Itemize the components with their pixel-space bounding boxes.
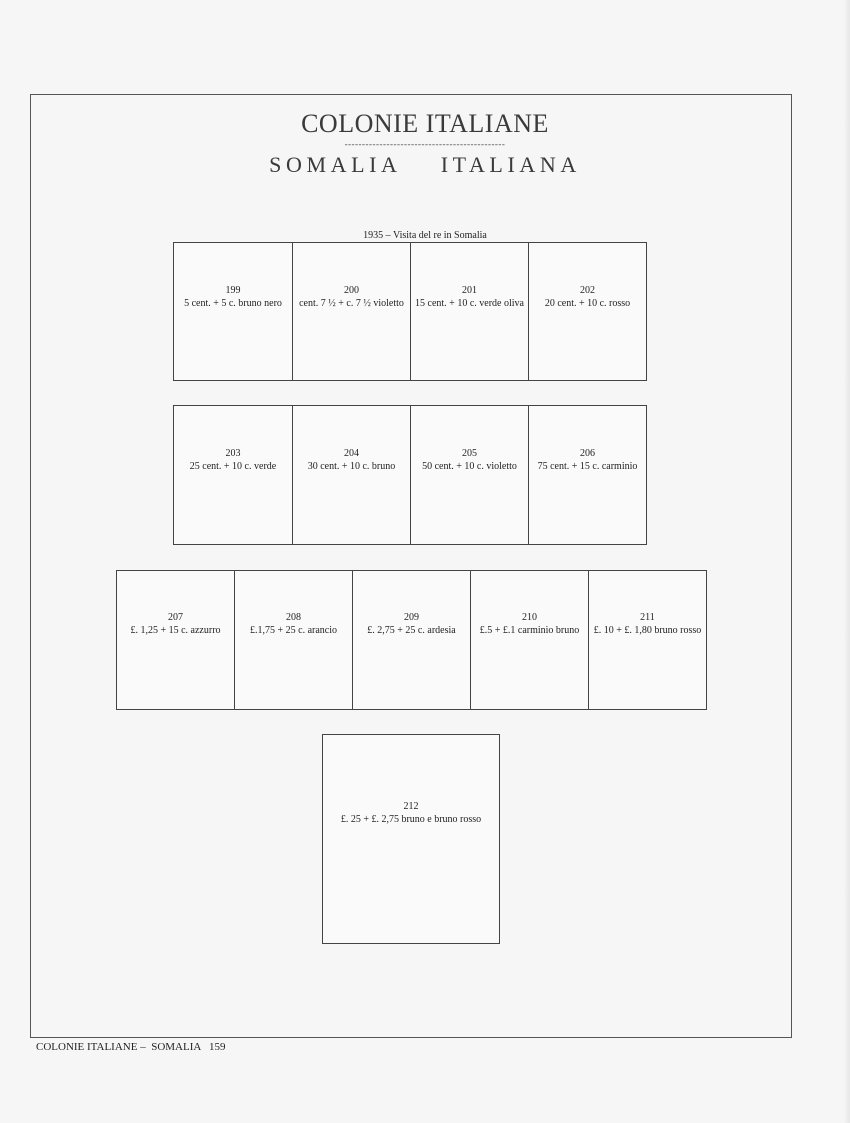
stamp-label (239, 611, 348, 637)
stamp-space (292, 242, 411, 381)
stamp-number: 202 (580, 285, 595, 296)
stamp-space (322, 734, 500, 944)
stamp-label (297, 447, 406, 473)
stamp-label (121, 611, 230, 637)
stamp-label (357, 611, 466, 637)
stamp-space (116, 570, 235, 710)
stamp-label (178, 447, 288, 473)
stamp-description: £. 2,75 + 25 c. ardesia (367, 625, 456, 636)
stamp-row-2 (173, 405, 647, 545)
stamp-number: 208 (286, 612, 301, 623)
stamp-space (410, 242, 529, 381)
stamp-space (470, 570, 589, 710)
stamp-space (352, 570, 471, 710)
stamp-description: £. 1,25 + 15 c. azzurro (130, 625, 221, 636)
stamp-number: 212 (403, 801, 419, 812)
scan-edge-shadow (844, 0, 850, 1123)
stamp-space (234, 570, 353, 710)
stamp-label (415, 447, 524, 473)
stamp-space (173, 242, 293, 381)
stamp-number: 210 (522, 612, 537, 623)
stamp-label (593, 611, 702, 637)
stamp-number: 211 (640, 612, 655, 623)
stamp-description: £.5 + £.1 carminio bruno (479, 625, 580, 636)
page-subtitle: SOMALIA ITALIANA (269, 152, 581, 177)
stamp-label (327, 800, 495, 826)
stamp-description: 15 cent. + 10 c. verde oliva (415, 298, 524, 309)
stamp-number: 200 (344, 285, 359, 296)
stamp-description: cent. 7 ½ + c. 7 ½ violetto (299, 298, 404, 309)
stamp-row-1 (173, 242, 647, 381)
stamp-row-3 (116, 570, 707, 710)
stamp-description: 20 cent. + 10 c. rosso (544, 298, 631, 309)
stamp-label (533, 284, 642, 310)
stamp-description: 25 cent. + 10 c. verde (189, 461, 277, 472)
page-title: COLONIE ITALIANE (301, 109, 549, 138)
stamp-space (410, 405, 529, 545)
stamp-number: 204 (344, 448, 359, 459)
stamp-space (173, 405, 293, 545)
stamp-number: 207 (168, 612, 183, 623)
stamp-number: 209 (404, 612, 419, 623)
stamp-row-4 (322, 734, 500, 944)
stamp-label (297, 284, 406, 310)
stamp-description: £.1,75 + 25 c. arancio (249, 625, 337, 636)
stamp-number: 205 (462, 448, 477, 459)
stamp-number: 206 (580, 448, 595, 459)
stamp-label (415, 284, 524, 310)
stamp-description: £. 25 + £. 2,75 bruno e bruno rosso (340, 814, 482, 825)
stamp-label (533, 447, 642, 473)
stamp-description: 75 cent. + 15 c. carminio (537, 461, 638, 472)
stamp-label (178, 284, 288, 310)
stamp-number: 199 (225, 285, 241, 296)
stamp-number: 203 (225, 448, 241, 459)
stamp-description: 50 cent. + 10 c. violetto (422, 461, 517, 472)
stamp-space (292, 405, 411, 545)
stamp-space (528, 242, 647, 381)
stamp-number: 201 (462, 285, 477, 296)
stamp-description: 30 cent. + 10 c. bruno (307, 461, 396, 472)
stamp-description: 5 cent. + 5 c. bruno nero (184, 298, 282, 309)
stamp-description: £. 10 + £. 1,80 bruno rosso (593, 625, 702, 636)
page-footer: COLONIE ITALIANE – SOMALIA 159 (36, 1041, 226, 1053)
stamp-space (588, 570, 707, 710)
title-divider: ---------------------------------------------- (344, 139, 506, 149)
stamp-label (475, 611, 584, 637)
stamp-space (528, 405, 647, 545)
issue-caption: 1935 – Visita del re in Somalia (363, 230, 487, 241)
